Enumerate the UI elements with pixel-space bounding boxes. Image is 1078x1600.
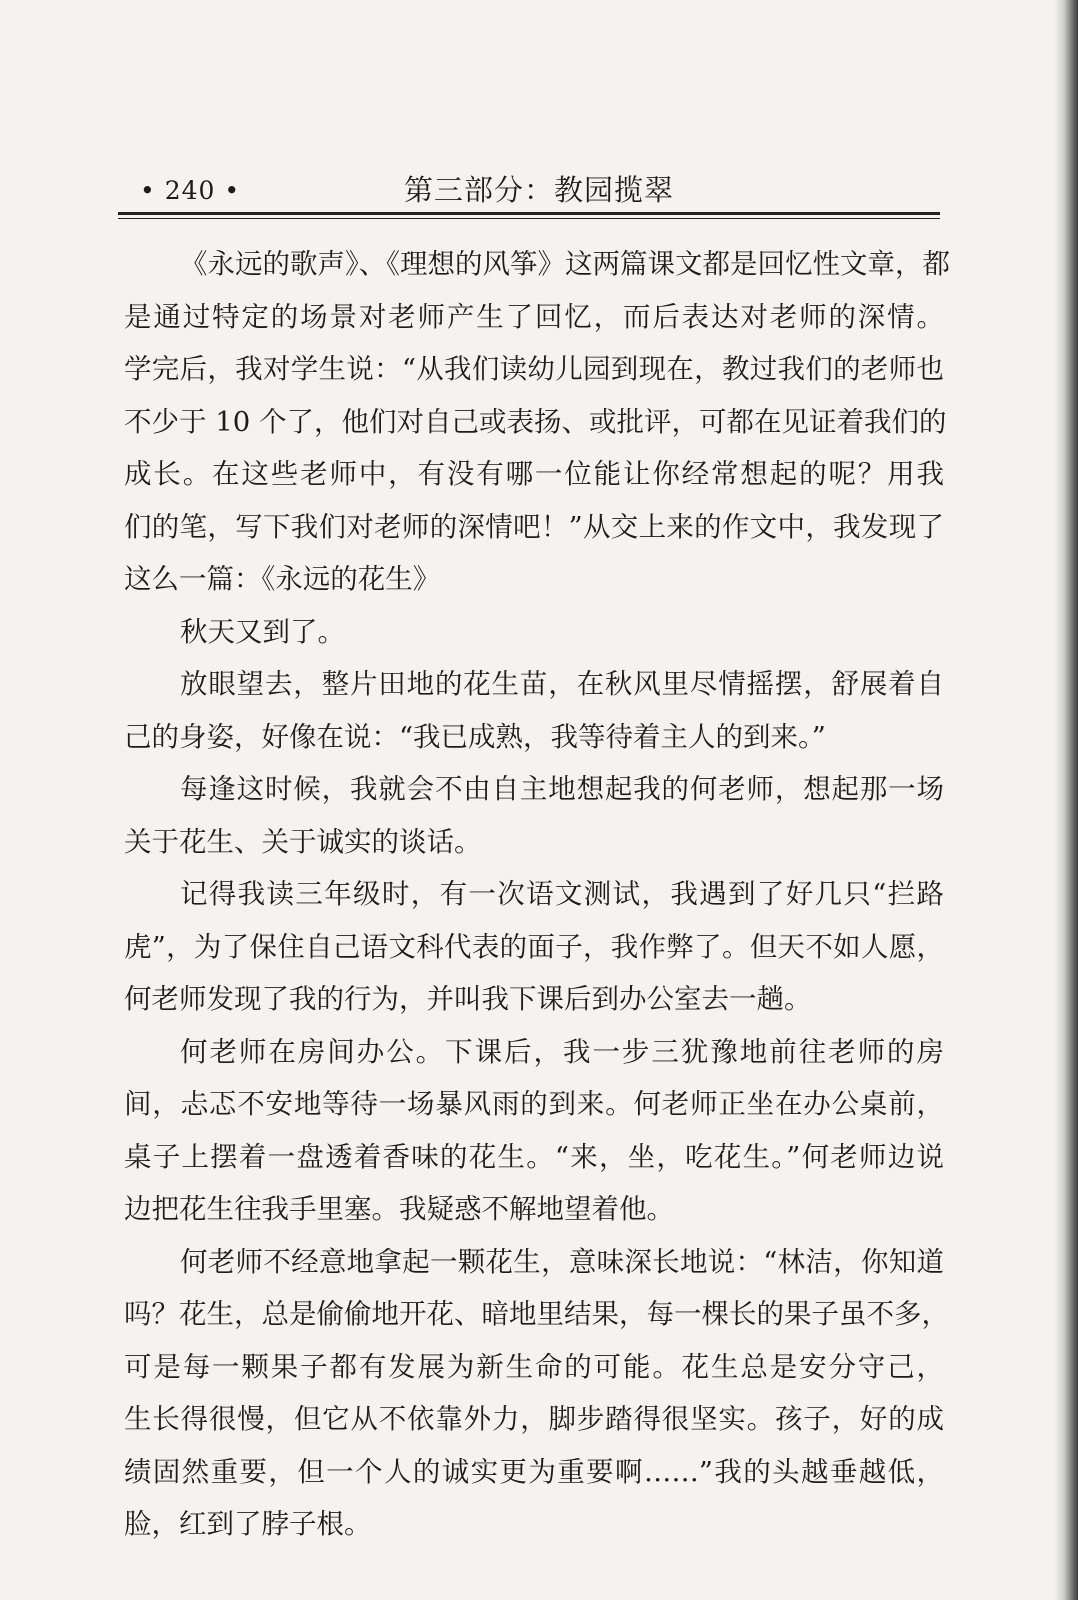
page-number: • 240 • — [140, 176, 241, 205]
text-line: 关于花生、关于诚实的谈话。 — [124, 825, 482, 858]
running-header — [118, 162, 940, 212]
text-line: 《永远的歌声》、《理想的风筝》这两篇课文都是回忆性文章，都 — [180, 248, 950, 280]
text-line: 是通过特定的场景对老师产生了回忆，而后表达对老师的深情。 — [124, 300, 944, 333]
text-line: 学完后，我对学生说：“从我们读幼儿园到现在，教过我们的老师也 — [124, 353, 944, 385]
body-text — [124, 238, 950, 1551]
text-line: 绩固然重要，但一个人的诚实更为重要啊……”我的头越垂越低， — [124, 1455, 944, 1488]
header-rule-thin — [118, 218, 940, 219]
text-line: 记得我读三年级时，有一次语文测试，我遇到了好几只“拦路 — [180, 878, 944, 910]
text-line: 每逢这时候，我就会不由自主地想起我的何老师，想起那一场 — [180, 773, 944, 805]
text-line: 虎”，为了保住自己语文科代表的面子，我作弊了。但天不如人愿， — [124, 930, 944, 963]
text-line: 们的笔，写下我们对老师的深情吧！”从交上来的作文中，我发现了 — [124, 510, 944, 543]
text-line: 可是每一颗果子都有发展为新生命的可能。花生总是安分守己， — [124, 1350, 944, 1383]
text-line: 放眼望去，整片田地的花生苗，在秋风里尽情摇摆，舒展着自 — [180, 668, 944, 700]
text-line: 不少于 10 个了，他们对自己或表扬、或批评，可都在见证着我们的 — [124, 405, 947, 438]
text-line: 秋天又到了。 — [180, 615, 345, 648]
text-line: 生长得很慢，但它从不依靠外力，脚步踏得很坚实。孩子，好的成 — [124, 1403, 944, 1435]
text-line: 脸，红到了脖子根。 — [124, 1508, 372, 1540]
text-line: 吗？花生，总是偷偷地开花、暗地里结果，每一棵长的果子虽不多， — [124, 1298, 949, 1330]
text-line: 这么一篇：《永远的花生》 — [124, 563, 441, 595]
text-line: 桌子上摆着一盘透着香味的花生。“来，坐，吃花生。”何老师边说 — [124, 1140, 944, 1173]
text-line: 成长。在这些老师中，有没有哪一位能让你经常想起的呢？用我 — [124, 458, 944, 490]
text-line: 边把花生往我手里塞。我疑惑不解地望着他。 — [124, 1193, 674, 1225]
running-title: 第三部分：教园揽翠 — [404, 173, 675, 207]
page-edge-shadow — [1054, 0, 1078, 1600]
text-line: 何老师发现了我的行为，并叫我下课后到办公室去一趟。 — [124, 983, 812, 1015]
text-line: 何老师不经意地拿起一颗花生，意味深长地说：“林洁，你知道 — [180, 1245, 944, 1278]
header-rule-thick — [118, 212, 940, 215]
text-line: 何老师在房间办公。下课后，我一步三犹豫地前往老师的房 — [180, 1035, 944, 1068]
text-line: 间，忐忑不安地等待一场暴风雨的到来。何老师正坐在办公桌前， — [124, 1088, 944, 1120]
text-line: 己的身姿，好像在说：“我已成熟，我等待着主人的到来。” — [124, 720, 826, 753]
